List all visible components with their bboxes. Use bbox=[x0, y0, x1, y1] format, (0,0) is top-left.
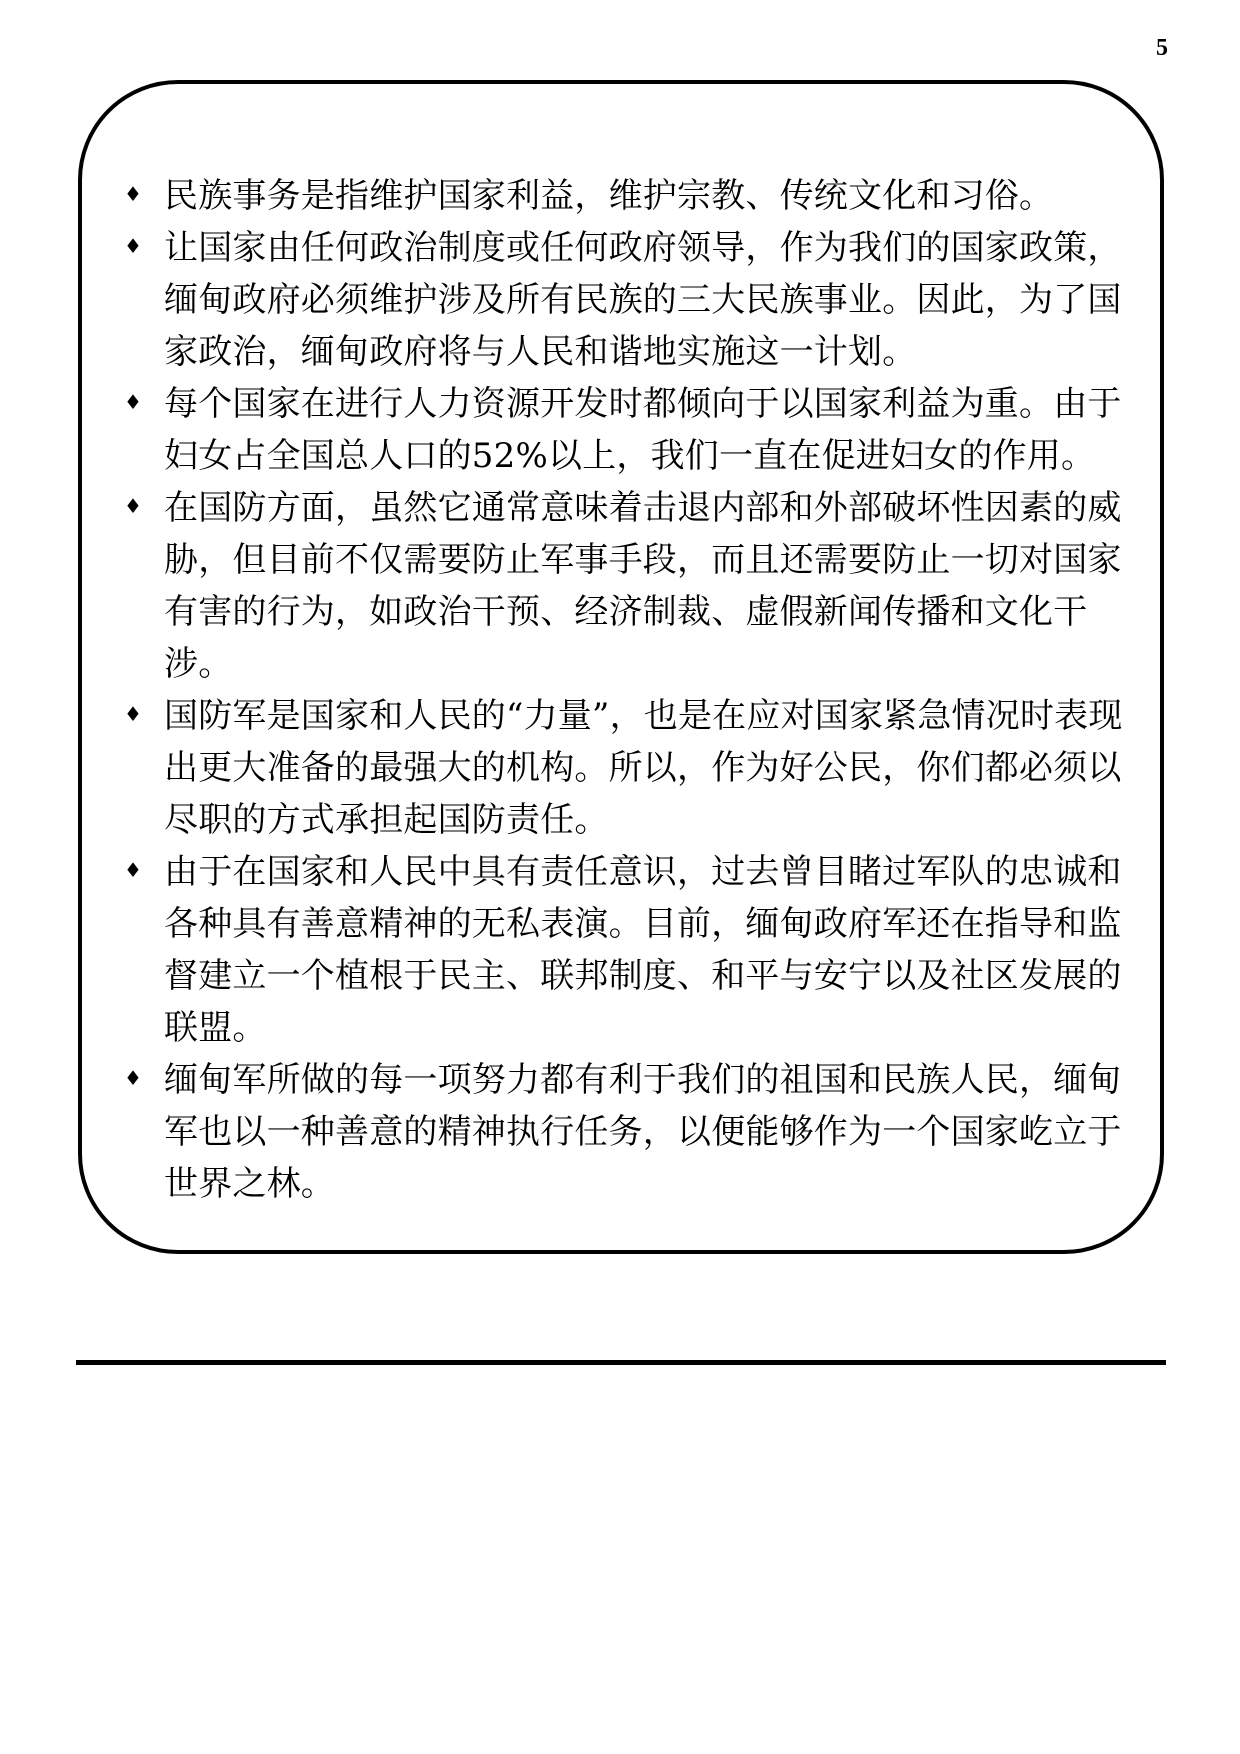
bullet-text: 由于在国家和人民中具有责任意识，过去曾目睹过军队的忠诚和各种具有善意精神的无私表演。目前，缅甸政府军还在指导和监督建立一个植根于民主、联邦制度、和平与安宁以及社区发展的联盟。 bbox=[164, 852, 1122, 1048]
diamond-bullet-icon: ♦ bbox=[124, 1066, 143, 1090]
diamond-bullet-icon: ♦ bbox=[124, 858, 143, 882]
diamond-bullet-icon: ♦ bbox=[124, 234, 143, 258]
diamond-bullet-icon: ♦ bbox=[124, 182, 143, 206]
list-item bbox=[120, 690, 1130, 846]
bullet-text: 让国家由任何政治制度或任何政府领导，作为我们的国家政策，缅甸政府必须维护涉及所有民族的三大民族事业。因此，为了国家政治，缅甸政府将与人民和谐地实施这一计划。 bbox=[164, 228, 1122, 372]
bullet-text: 缅甸军所做的每一项努力都有利于我们的祖国和民族人民，缅甸军也以一种善意的精神执行任务，以便能够作为一个国家屹立于世界之林。 bbox=[164, 1060, 1122, 1204]
list-item bbox=[120, 170, 1130, 222]
horizontal-divider bbox=[76, 1360, 1166, 1365]
page-number: 5 bbox=[1156, 35, 1168, 61]
bullet-list bbox=[120, 170, 1130, 1210]
list-item bbox=[120, 222, 1130, 378]
bullet-text: 民族事务是指维护国家利益，维护宗教、传统文化和习俗。 bbox=[164, 176, 1054, 216]
list-item bbox=[120, 482, 1130, 690]
diamond-bullet-icon: ♦ bbox=[124, 494, 143, 518]
bullet-text: 每个国家在进行人力资源开发时都倾向于以国家利益为重。由于妇女占全国总人口的52%以上，我们一直在促进妇女的作用。 bbox=[164, 384, 1122, 476]
list-item bbox=[120, 378, 1130, 482]
diamond-bullet-icon: ♦ bbox=[124, 390, 143, 414]
diamond-bullet-icon: ♦ bbox=[124, 702, 143, 726]
list-item bbox=[120, 1054, 1130, 1210]
bullet-text: 国防军是国家和人民的“力量”，也是在应对国家紧急情况时表现出更大准备的最强大的机构。所以，作为好公民，你们都必须以尽职的方式承担起国防责任。 bbox=[164, 696, 1123, 840]
bullet-text: 在国防方面，虽然它通常意味着击退内部和外部破坏性因素的威胁，但目前不仅需要防止军事手段，而且还需要防止一切对国家有害的行为，如政治干预、经济制裁、虚假新闻传播和文化干涉。 bbox=[164, 488, 1122, 684]
list-item bbox=[120, 846, 1130, 1054]
